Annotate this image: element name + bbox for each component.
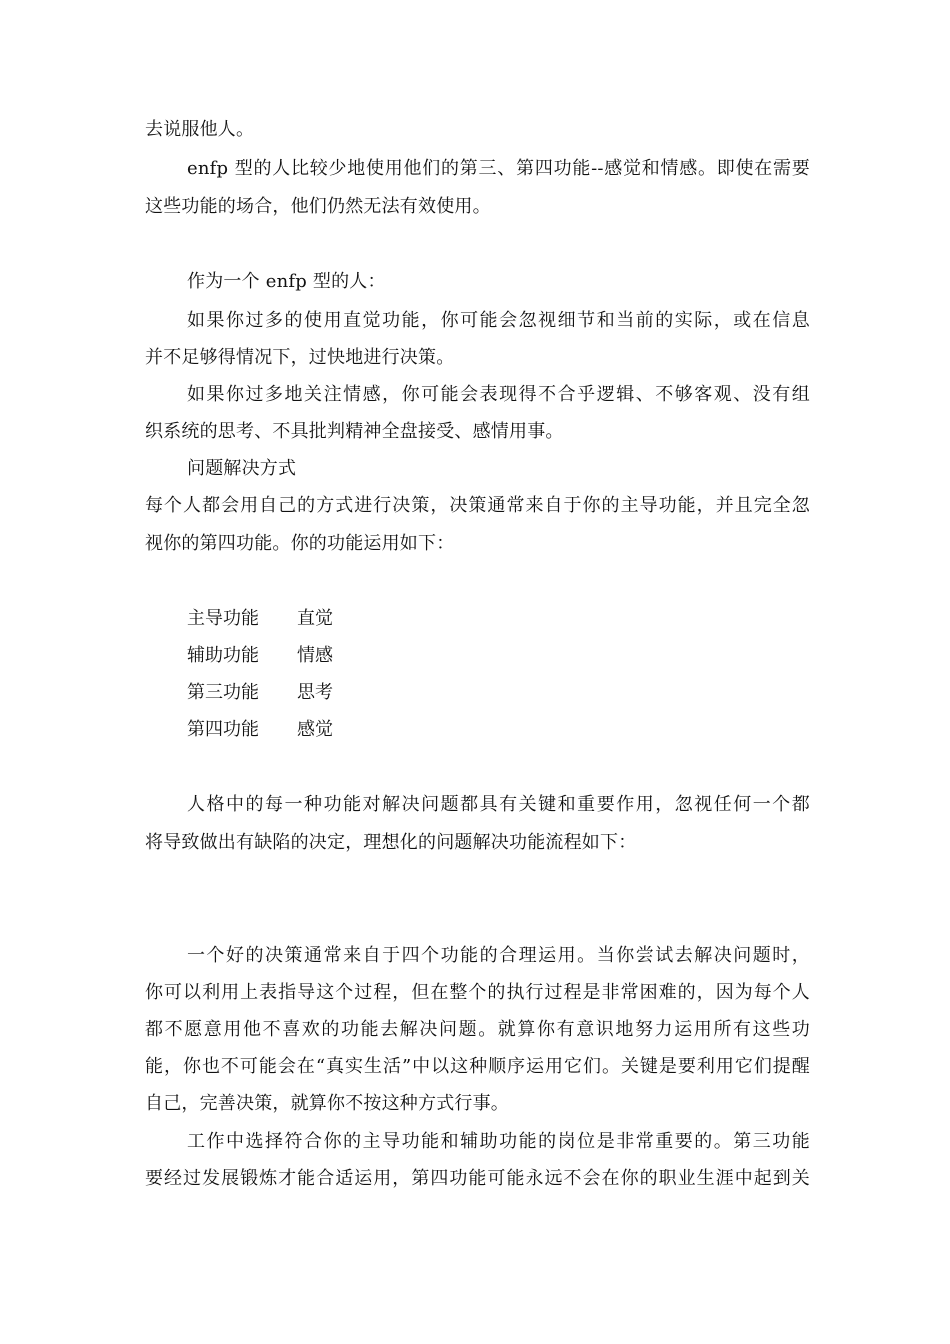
function-label: 辅助功能 xyxy=(187,645,259,666)
paragraph-line: 这些功能的场合，他们仍然无法有效使用。 xyxy=(145,196,491,217)
function-row xyxy=(187,607,333,631)
paragraph-line: 视你的第四功能。你的功能运用如下： xyxy=(145,533,455,554)
function-row xyxy=(187,718,333,742)
paragraph-line: 你可以利用上表指导这个过程，但在整个的执行过程是非常困难的，因为每个人 xyxy=(145,982,810,1003)
function-value: 情感 xyxy=(297,645,333,666)
paragraph-line: 要经过发展锻炼才能合适运用，第四功能可能永远不会在你的职业生涯中起到关 xyxy=(145,1168,810,1189)
function-value: 感觉 xyxy=(297,719,333,740)
paragraph-line: 如果你过多的使用直觉功能，你可能会忽视细节和当前的实际，或在信息 xyxy=(187,310,810,331)
section-heading: 作为一个 enfp 型的人： xyxy=(187,271,386,292)
paragraph-line: 如果你过多地关注情感，你可能会表现得不合乎逻辑、不够客观、没有组 xyxy=(187,384,810,405)
function-value: 直觉 xyxy=(297,608,333,629)
paragraph-line: 都不愿意用他不喜欢的功能去解决问题。就算你有意识地努力运用所有这些功 xyxy=(145,1019,810,1040)
function-label: 第四功能 xyxy=(187,719,259,740)
paragraph-line: enfp 型的人比较少地使用他们的第三、第四功能--感觉和情感。即使在需要 xyxy=(187,158,810,179)
section-heading: 问题解决方式 xyxy=(187,458,297,479)
function-row xyxy=(187,644,333,668)
paragraph-line: 人格中的每一种功能对解决问题都具有关键和重要作用，忽视任何一个都 xyxy=(187,794,810,815)
function-value: 思考 xyxy=(297,682,333,703)
paragraph-line: 并不足够得情况下，过快地进行决策。 xyxy=(145,347,455,368)
paragraph-line: 工作中选择符合你的主导功能和辅助功能的岗位是非常重要的。第三功能 xyxy=(187,1131,810,1152)
paragraph-line: 去说服他人。 xyxy=(145,119,255,140)
paragraph-line: 一个好的决策通常来自于四个功能的合理运用。当你尝试去解决问题时， xyxy=(187,945,810,966)
paragraph-line: 将导致做出有缺陷的决定，理想化的问题解决功能流程如下： xyxy=(145,832,637,853)
paragraph-line: 自己，完善决策，就算你不按这种方式行事。 xyxy=(145,1093,509,1114)
paragraph-line: 织系统的思考、不具批判精神全盘接受、感情用事。 xyxy=(145,421,564,442)
function-label: 主导功能 xyxy=(187,608,259,629)
paragraph-line: 每个人都会用自己的方式进行决策，决策通常来自于你的主导功能，并且完全忽 xyxy=(145,495,810,516)
function-label: 第三功能 xyxy=(187,682,259,703)
function-row xyxy=(187,681,333,705)
paragraph-line: 能，你也不可能会在“真实生活”中以这种顺序运用它们。关键是要利用它们提醒 xyxy=(145,1056,810,1077)
